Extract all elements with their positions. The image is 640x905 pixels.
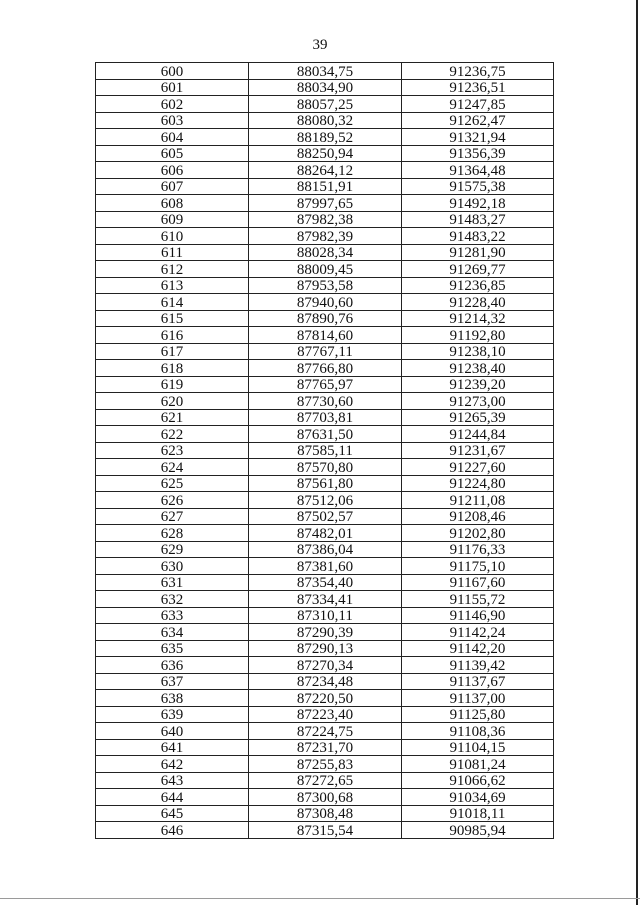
point-number-cell: 608 [96, 195, 249, 212]
point-number-cell: 642 [96, 756, 249, 773]
table-row [96, 211, 554, 228]
x-coordinate-cell: 88057,25 [249, 96, 402, 113]
table-row [96, 261, 554, 278]
table-row [96, 162, 554, 179]
table-row [96, 739, 554, 756]
table-row [96, 822, 554, 839]
y-coordinate-cell: 91176,33 [402, 541, 554, 558]
table-row [96, 310, 554, 327]
x-coordinate-cell: 87767,11 [249, 343, 402, 360]
x-coordinate-cell: 87224,75 [249, 723, 402, 740]
point-number-cell: 611 [96, 244, 249, 261]
table-row [96, 79, 554, 96]
y-coordinate-cell: 91269,77 [402, 261, 554, 278]
point-number-cell: 619 [96, 376, 249, 393]
y-coordinate-cell: 91247,85 [402, 96, 554, 113]
table-row [96, 756, 554, 773]
table-row [96, 492, 554, 509]
table-row [96, 772, 554, 789]
x-coordinate-cell: 87997,65 [249, 195, 402, 212]
table-row [96, 640, 554, 657]
x-coordinate-cell: 87502,57 [249, 508, 402, 525]
x-coordinate-cell: 87290,13 [249, 640, 402, 657]
table-row [96, 294, 554, 311]
y-coordinate-cell: 91239,20 [402, 376, 554, 393]
point-number-cell: 610 [96, 228, 249, 245]
point-number-cell: 617 [96, 343, 249, 360]
table-row [96, 805, 554, 822]
point-number-cell: 615 [96, 310, 249, 327]
x-coordinate-cell: 87953,58 [249, 277, 402, 294]
coordinates-table-body [96, 63, 554, 839]
table-row [96, 360, 554, 377]
y-coordinate-cell: 91137,00 [402, 690, 554, 707]
point-number-cell: 645 [96, 805, 249, 822]
x-coordinate-cell: 88034,75 [249, 63, 402, 80]
x-coordinate-cell: 87585,11 [249, 442, 402, 459]
point-number-cell: 603 [96, 112, 249, 129]
x-coordinate-cell: 87231,70 [249, 739, 402, 756]
x-coordinate-cell: 87940,60 [249, 294, 402, 311]
y-coordinate-cell: 91155,72 [402, 591, 554, 608]
table-row [96, 96, 554, 113]
x-coordinate-cell: 87300,68 [249, 789, 402, 806]
page-edge-bottom [0, 898, 640, 899]
x-coordinate-cell: 87730,60 [249, 393, 402, 410]
x-coordinate-cell: 88189,52 [249, 129, 402, 146]
y-coordinate-cell: 90985,94 [402, 822, 554, 839]
point-number-cell: 646 [96, 822, 249, 839]
y-coordinate-cell: 91081,24 [402, 756, 554, 773]
x-coordinate-cell: 87270,34 [249, 657, 402, 674]
y-coordinate-cell: 91142,24 [402, 624, 554, 641]
y-coordinate-cell: 91236,51 [402, 79, 554, 96]
table-row [96, 409, 554, 426]
table-row [96, 789, 554, 806]
point-number-cell: 612 [96, 261, 249, 278]
x-coordinate-cell: 88028,34 [249, 244, 402, 261]
y-coordinate-cell: 91139,42 [402, 657, 554, 674]
point-number-cell: 604 [96, 129, 249, 146]
y-coordinate-cell: 91364,48 [402, 162, 554, 179]
point-number-cell: 600 [96, 63, 249, 80]
table-row [96, 228, 554, 245]
y-coordinate-cell: 91108,36 [402, 723, 554, 740]
y-coordinate-cell: 91214,32 [402, 310, 554, 327]
y-coordinate-cell: 91238,10 [402, 343, 554, 360]
point-number-cell: 633 [96, 607, 249, 624]
x-coordinate-cell: 87982,38 [249, 211, 402, 228]
y-coordinate-cell: 91483,27 [402, 211, 554, 228]
y-coordinate-cell: 91125,80 [402, 706, 554, 723]
y-coordinate-cell: 91575,38 [402, 178, 554, 195]
x-coordinate-cell: 87334,41 [249, 591, 402, 608]
point-number-cell: 624 [96, 459, 249, 476]
y-coordinate-cell: 91356,39 [402, 145, 554, 162]
table-row [96, 607, 554, 624]
y-coordinate-cell: 91483,22 [402, 228, 554, 245]
y-coordinate-cell: 91262,47 [402, 112, 554, 129]
y-coordinate-cell: 91018,11 [402, 805, 554, 822]
x-coordinate-cell: 87814,60 [249, 327, 402, 344]
point-number-cell: 639 [96, 706, 249, 723]
y-coordinate-cell: 91265,39 [402, 409, 554, 426]
point-number-cell: 640 [96, 723, 249, 740]
y-coordinate-cell: 91137,67 [402, 673, 554, 690]
x-coordinate-cell: 87512,06 [249, 492, 402, 509]
point-number-cell: 629 [96, 541, 249, 558]
y-coordinate-cell: 91236,85 [402, 277, 554, 294]
x-coordinate-cell: 88264,12 [249, 162, 402, 179]
y-coordinate-cell: 91238,40 [402, 360, 554, 377]
point-number-cell: 625 [96, 475, 249, 492]
point-number-cell: 634 [96, 624, 249, 641]
y-coordinate-cell: 91224,80 [402, 475, 554, 492]
table-row [96, 277, 554, 294]
x-coordinate-cell: 87766,80 [249, 360, 402, 377]
y-coordinate-cell: 91146,90 [402, 607, 554, 624]
page-edge-right [636, 0, 638, 905]
y-coordinate-cell: 91231,67 [402, 442, 554, 459]
x-coordinate-cell: 88034,90 [249, 79, 402, 96]
x-coordinate-cell: 87315,54 [249, 822, 402, 839]
table-row [96, 145, 554, 162]
x-coordinate-cell: 88250,94 [249, 145, 402, 162]
coordinates-table [95, 62, 554, 839]
y-coordinate-cell: 91066,62 [402, 772, 554, 789]
y-coordinate-cell: 91208,46 [402, 508, 554, 525]
y-coordinate-cell: 91175,10 [402, 558, 554, 575]
point-number-cell: 644 [96, 789, 249, 806]
table-row [96, 178, 554, 195]
table-row [96, 673, 554, 690]
table-row [96, 475, 554, 492]
table-row [96, 442, 554, 459]
y-coordinate-cell: 91142,20 [402, 640, 554, 657]
x-coordinate-cell: 87381,60 [249, 558, 402, 575]
point-number-cell: 606 [96, 162, 249, 179]
x-coordinate-cell: 88080,32 [249, 112, 402, 129]
point-number-cell: 616 [96, 327, 249, 344]
point-number-cell: 614 [96, 294, 249, 311]
y-coordinate-cell: 91321,94 [402, 129, 554, 146]
x-coordinate-cell: 87354,40 [249, 574, 402, 591]
table-row [96, 541, 554, 558]
x-coordinate-cell: 87255,83 [249, 756, 402, 773]
table-row [96, 574, 554, 591]
table-row [96, 558, 554, 575]
point-number-cell: 601 [96, 79, 249, 96]
point-number-cell: 626 [96, 492, 249, 509]
point-number-cell: 632 [96, 591, 249, 608]
x-coordinate-cell: 87220,50 [249, 690, 402, 707]
table-row [96, 327, 554, 344]
x-coordinate-cell: 87561,80 [249, 475, 402, 492]
table-row [96, 690, 554, 707]
point-number-cell: 628 [96, 525, 249, 542]
y-coordinate-cell: 91167,60 [402, 574, 554, 591]
point-number-cell: 620 [96, 393, 249, 410]
point-number-cell: 630 [96, 558, 249, 575]
y-coordinate-cell: 91281,90 [402, 244, 554, 261]
x-coordinate-cell: 87982,39 [249, 228, 402, 245]
x-coordinate-cell: 87290,39 [249, 624, 402, 641]
table-row [96, 706, 554, 723]
table-row [96, 129, 554, 146]
point-number-cell: 631 [96, 574, 249, 591]
table-row [96, 393, 554, 410]
x-coordinate-cell: 87570,80 [249, 459, 402, 476]
point-number-cell: 609 [96, 211, 249, 228]
y-coordinate-cell: 91211,08 [402, 492, 554, 509]
y-coordinate-cell: 91227,60 [402, 459, 554, 476]
table-row [96, 657, 554, 674]
point-number-cell: 627 [96, 508, 249, 525]
point-number-cell: 623 [96, 442, 249, 459]
x-coordinate-cell: 88009,45 [249, 261, 402, 278]
y-coordinate-cell: 91034,69 [402, 789, 554, 806]
y-coordinate-cell: 91104,15 [402, 739, 554, 756]
table-row [96, 508, 554, 525]
point-number-cell: 637 [96, 673, 249, 690]
y-coordinate-cell: 91228,40 [402, 294, 554, 311]
table-row [96, 723, 554, 740]
table-row [96, 426, 554, 443]
x-coordinate-cell: 87234,48 [249, 673, 402, 690]
x-coordinate-cell: 87890,76 [249, 310, 402, 327]
point-number-cell: 605 [96, 145, 249, 162]
point-number-cell: 641 [96, 739, 249, 756]
table-row [96, 624, 554, 641]
point-number-cell: 643 [96, 772, 249, 789]
x-coordinate-cell: 87482,01 [249, 525, 402, 542]
table-row [96, 63, 554, 80]
x-coordinate-cell: 87310,11 [249, 607, 402, 624]
x-coordinate-cell: 87386,04 [249, 541, 402, 558]
table-row [96, 591, 554, 608]
y-coordinate-cell: 91492,18 [402, 195, 554, 212]
point-number-cell: 635 [96, 640, 249, 657]
x-coordinate-cell: 87272,65 [249, 772, 402, 789]
x-coordinate-cell: 87765,97 [249, 376, 402, 393]
x-coordinate-cell: 88151,91 [249, 178, 402, 195]
table-row [96, 376, 554, 393]
table-row [96, 195, 554, 212]
point-number-cell: 622 [96, 426, 249, 443]
x-coordinate-cell: 87631,50 [249, 426, 402, 443]
table-row [96, 459, 554, 476]
y-coordinate-cell: 91244,84 [402, 426, 554, 443]
x-coordinate-cell: 87223,40 [249, 706, 402, 723]
point-number-cell: 618 [96, 360, 249, 377]
x-coordinate-cell: 87703,81 [249, 409, 402, 426]
point-number-cell: 636 [96, 657, 249, 674]
table-row [96, 244, 554, 261]
page-number: 39 [312, 37, 328, 53]
point-number-cell: 621 [96, 409, 249, 426]
point-number-cell: 613 [96, 277, 249, 294]
y-coordinate-cell: 91273,00 [402, 393, 554, 410]
y-coordinate-cell: 91192,80 [402, 327, 554, 344]
point-number-cell: 602 [96, 96, 249, 113]
point-number-cell: 638 [96, 690, 249, 707]
y-coordinate-cell: 91236,75 [402, 63, 554, 80]
x-coordinate-cell: 87308,48 [249, 805, 402, 822]
y-coordinate-cell: 91202,80 [402, 525, 554, 542]
table-row [96, 112, 554, 129]
table-row [96, 343, 554, 360]
table-row [96, 525, 554, 542]
point-number-cell: 607 [96, 178, 249, 195]
